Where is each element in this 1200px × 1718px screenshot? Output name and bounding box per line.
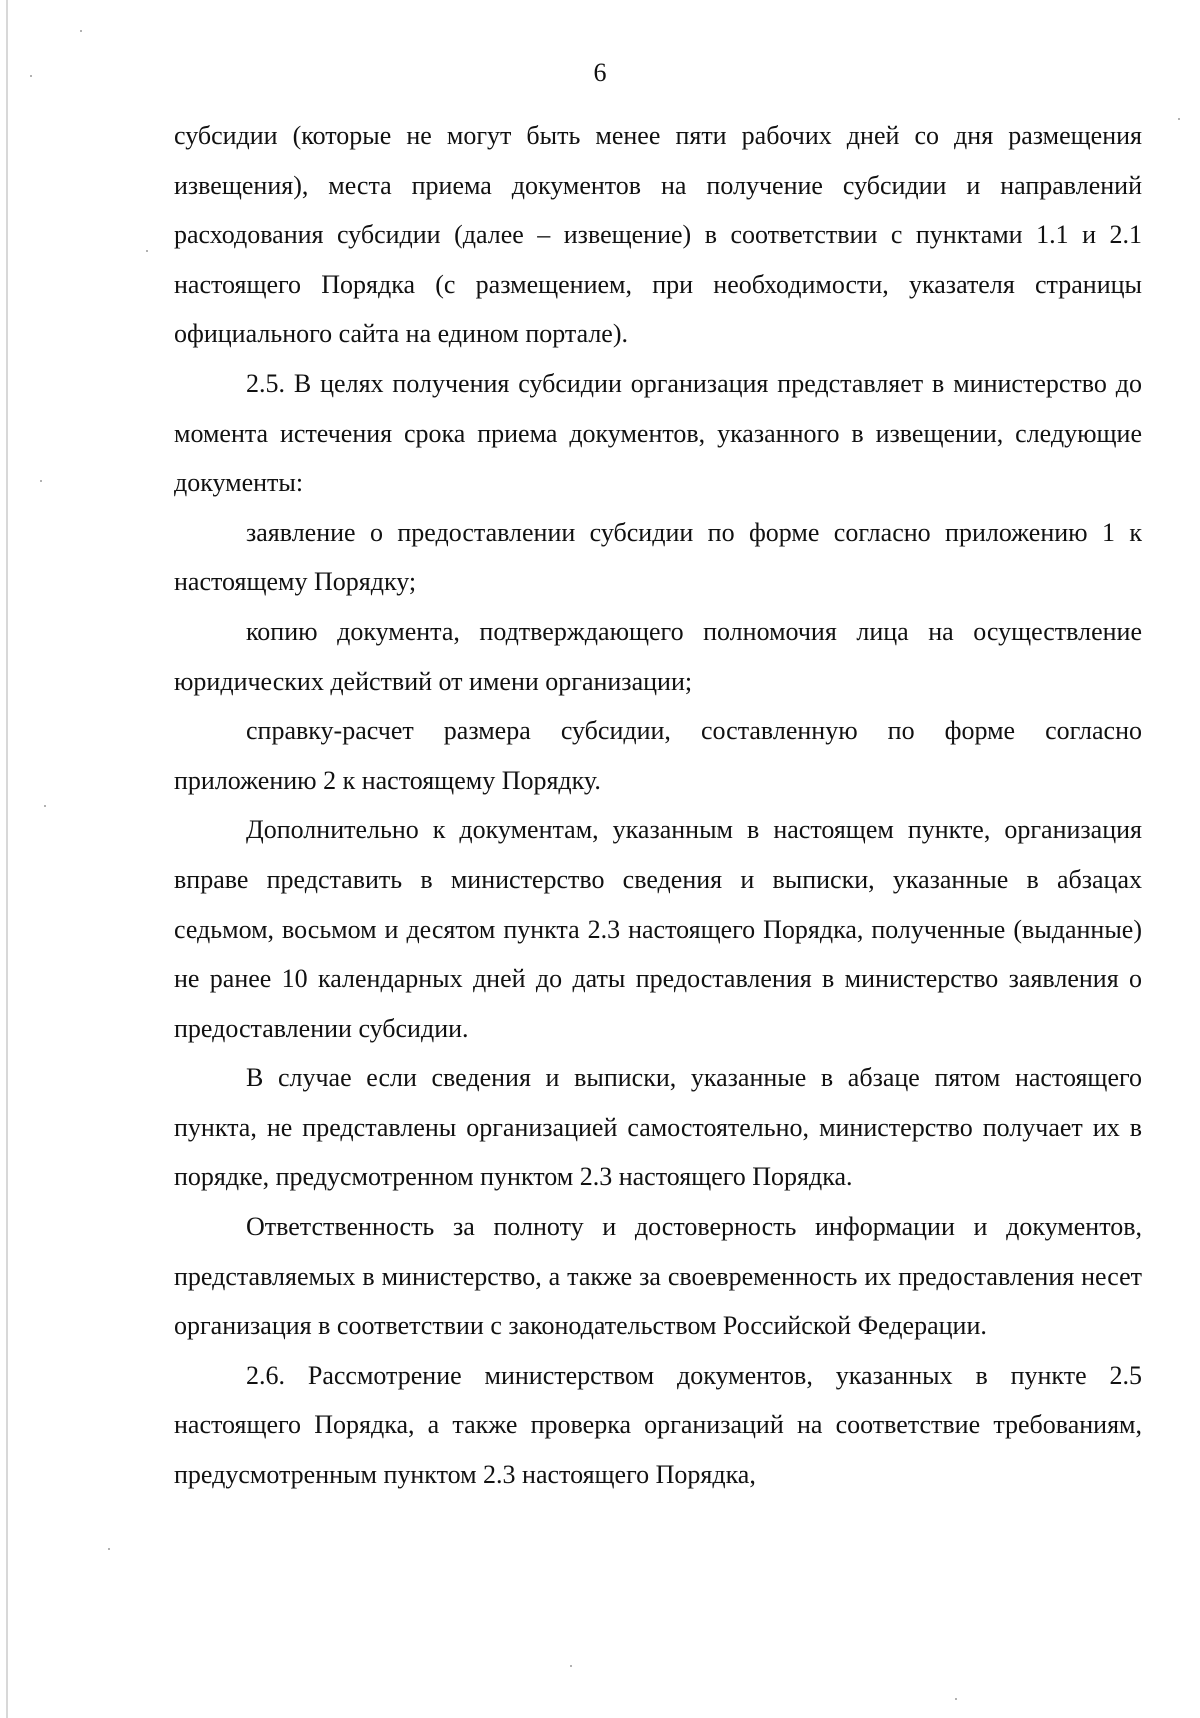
scan-speck [40, 480, 42, 482]
document-body [174, 111, 1142, 1500]
paragraph: заявление о предоставлении субсидии по форме согласно приложению 1 к настоящему Порядку; [174, 517, 1142, 597]
scan-speck [570, 1665, 572, 1667]
paragraph: копию документа, подтверждающего полномочия лица на осуществление юридических действий от имени организации; [174, 616, 1142, 696]
paragraph: субсидии (которые не могут быть менее пяти рабочих дней со дня размещения извещения), места приема документов на получение субсидии и направлений расходования субсидии (далее – извещение) в соответствии с пунктами 1.1 и 2.1 настоящего Порядка (с размещением, при необходимости, указателя страницы официального сайта на едином портале). [174, 121, 1142, 349]
scan-speck [80, 30, 82, 32]
paragraph: Ответственность за полноту и достоверность информации и документов, представляемых в министерство, а также за своевременность их предоставления несет организация в соответствии с законодательством Российской Федерации. [174, 1212, 1142, 1341]
scan-speck [44, 805, 46, 807]
paragraph: 2.6. Рассмотрение министерством документов, указанных в пункте 2.5 настоящего Порядка, а также проверка организаций на соответствие требованиям, предусмотренным пунктом 2.3 настоящего Порядка, [174, 1360, 1142, 1490]
scan-speck [146, 250, 148, 252]
paragraph: 2.5. В целях получения субсидии организация представляет в министерство до момента истечения срока приема документов, указанного в извещении, следующие документы: [174, 368, 1142, 498]
paragraph: В случае если сведения и выписки, указанные в абзаце пятом настоящего пункта, не представлены организацией самостоятельно, министерство получает их в порядке, предусмотренном пунктом 2.3 настоящего Порядка. [174, 1063, 1142, 1192]
page-number: 6 [593, 58, 607, 87]
scan-speck [108, 1548, 110, 1550]
scan-margin-line [6, 0, 8, 1718]
paragraph: справку-расчет размера субсидии, составленную по форме согласно приложению 2 к настоящему Порядку. [174, 716, 1142, 795]
scan-speck [955, 1698, 957, 1700]
scan-speck [1178, 118, 1180, 120]
paragraph: Дополнительно к документам, указанным в настоящем пункте, организация вправе представить в министерство сведения и выписки, указанные в абзацах седьмом, восьмом и десятом пункта 2.3 настоящего Порядка, полученные (выданные) не ранее 10 календарных дней до даты предоставления в министерство заявления о предоставлении субсидии. [174, 815, 1142, 1043]
